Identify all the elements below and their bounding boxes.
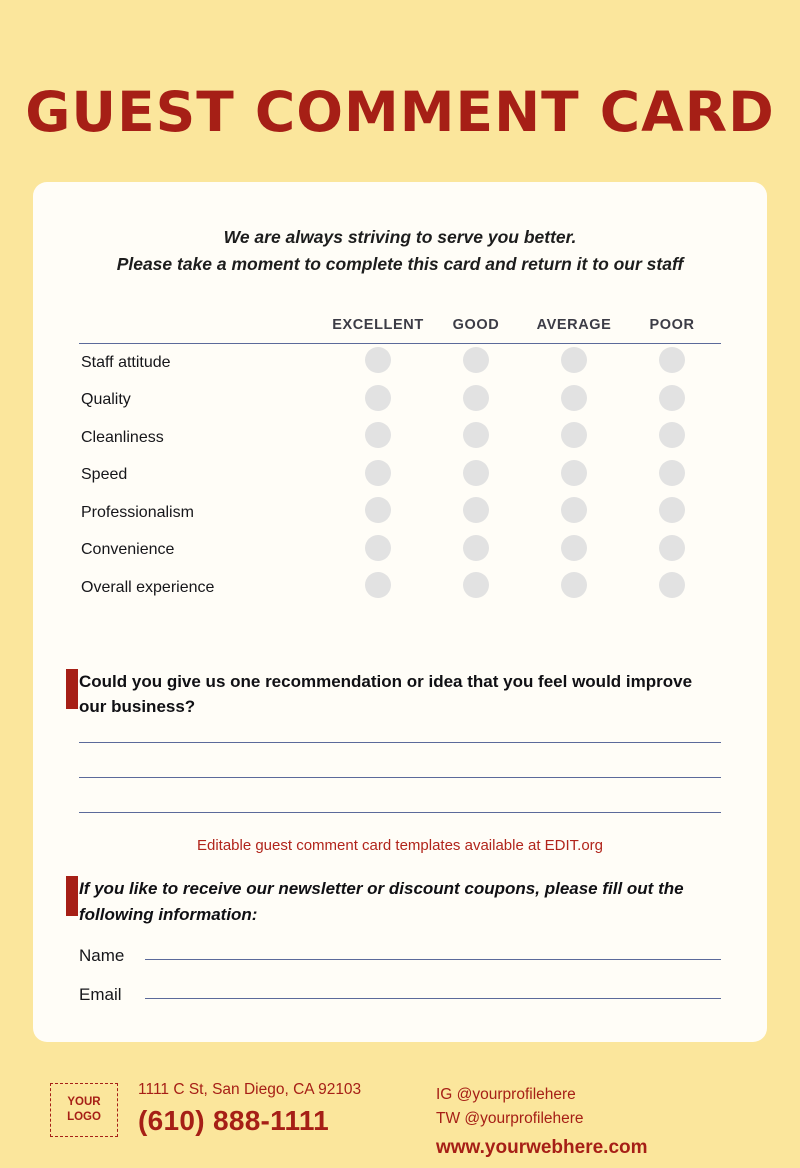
rating-cell-poor[interactable] <box>623 569 721 607</box>
footer <box>0 1049 800 1168</box>
instagram-handle: IG @yourprofilehere <box>436 1085 576 1103</box>
ratings-table <box>79 316 721 607</box>
rating-cell-average[interactable] <box>525 344 623 382</box>
radio-dot[interactable] <box>463 385 489 411</box>
logo-placeholder <box>50 1083 118 1137</box>
radio-dot[interactable] <box>561 460 587 486</box>
name-input[interactable] <box>145 959 721 960</box>
radio-dot[interactable] <box>561 347 587 373</box>
rating-cell-good[interactable] <box>427 457 525 495</box>
radio-dot[interactable] <box>659 535 685 561</box>
recommendation-question: Could you give us one recommendation or idea that you feel would improve our business? <box>79 671 693 717</box>
radio-dot[interactable] <box>463 460 489 486</box>
promo-text: Editable guest comment card templates available at EDIT.org <box>196 837 604 855</box>
radio-dot[interactable] <box>365 535 391 561</box>
table-row <box>79 457 721 495</box>
rating-cell-good[interactable] <box>427 419 525 457</box>
rating-cell-average[interactable] <box>525 457 623 495</box>
intro-text <box>79 224 721 278</box>
radio-dot[interactable] <box>365 347 391 373</box>
radio-dot[interactable] <box>463 572 489 598</box>
column-header-good: GOOD <box>427 316 525 344</box>
card-body <box>33 182 767 1042</box>
newsletter-text: If you like to receive our newsletter or discount coupons, please fill out the following information: <box>79 879 684 924</box>
rating-label: Cleanliness <box>81 428 164 446</box>
intro-line-1: We are always striving to serve you better. <box>223 226 577 247</box>
radio-dot[interactable] <box>463 535 489 561</box>
radio-dot[interactable] <box>659 422 685 448</box>
radio-dot[interactable] <box>659 497 685 523</box>
rating-cell-average[interactable] <box>525 494 623 532</box>
radio-dot[interactable] <box>365 422 391 448</box>
radio-dot[interactable] <box>659 572 685 598</box>
email-input[interactable] <box>145 998 721 999</box>
radio-dot[interactable] <box>365 460 391 486</box>
table-row <box>79 382 721 420</box>
accent-tick-icon <box>66 876 78 916</box>
rating-cell-poor[interactable] <box>623 344 721 382</box>
rating-cell-good[interactable] <box>427 494 525 532</box>
rating-label: Professionalism <box>81 503 194 521</box>
website-url[interactable]: www.yourwebhere.com <box>436 1136 648 1158</box>
rating-label: Speed <box>81 466 128 484</box>
comment-card-page <box>0 37 800 1168</box>
table-row <box>79 344 721 382</box>
rating-cell-excellent[interactable] <box>329 382 427 420</box>
name-field-row <box>79 946 721 966</box>
table-row <box>79 569 721 607</box>
column-header-excellent: EXCELLENT <box>329 316 427 344</box>
rating-cell-poor[interactable] <box>623 382 721 420</box>
logo-line-1: YOUR <box>67 1096 101 1109</box>
answer-line[interactable] <box>79 742 721 743</box>
ratings-header-row <box>79 316 721 344</box>
radio-dot[interactable] <box>365 572 391 598</box>
ratings-label-header <box>79 316 329 344</box>
table-row <box>79 419 721 457</box>
recommendation-section <box>79 669 721 814</box>
rating-cell-excellent[interactable] <box>329 494 427 532</box>
intro-line-2: Please take a moment to complete this card and return it to our staff <box>116 253 684 274</box>
radio-dot[interactable] <box>365 497 391 523</box>
page-title: GUEST COMMENT CARD <box>25 79 775 144</box>
answer-line[interactable] <box>79 777 721 778</box>
radio-dot[interactable] <box>561 422 587 448</box>
contact-block <box>138 1081 361 1137</box>
rating-cell-good[interactable] <box>427 569 525 607</box>
rating-cell-good[interactable] <box>427 532 525 570</box>
phone-number: (610) 888-1111 <box>138 1104 330 1136</box>
radio-dot[interactable] <box>561 497 587 523</box>
radio-dot[interactable] <box>365 385 391 411</box>
rating-cell-good[interactable] <box>427 382 525 420</box>
rating-cell-poor[interactable] <box>623 494 721 532</box>
twitter-handle: TW @yourprofilehere <box>436 1109 584 1127</box>
recommendation-answer-area[interactable] <box>79 742 721 814</box>
radio-dot[interactable] <box>561 385 587 411</box>
column-header-average: AVERAGE <box>525 316 623 344</box>
rating-label: Convenience <box>81 541 175 559</box>
rating-cell-excellent[interactable] <box>329 569 427 607</box>
rating-cell-excellent[interactable] <box>329 419 427 457</box>
table-row <box>79 532 721 570</box>
radio-dot[interactable] <box>561 572 587 598</box>
email-field-label: Email <box>79 985 122 1005</box>
email-field-row <box>79 985 721 1005</box>
rating-label: Quality <box>81 391 131 409</box>
radio-dot[interactable] <box>463 347 489 373</box>
logo-line-2: LOGO <box>67 1110 101 1123</box>
rating-cell-poor[interactable] <box>623 532 721 570</box>
name-field-label: Name <box>79 946 125 966</box>
radio-dot[interactable] <box>659 385 685 411</box>
rating-cell-excellent[interactable] <box>329 457 427 495</box>
rating-cell-poor[interactable] <box>623 419 721 457</box>
rating-label: Overall experience <box>81 578 215 596</box>
column-header-poor: POOR <box>623 316 721 344</box>
radio-dot[interactable] <box>463 497 489 523</box>
accent-tick-icon <box>66 669 78 709</box>
rating-cell-poor[interactable] <box>623 457 721 495</box>
radio-dot[interactable] <box>659 347 685 373</box>
radio-dot[interactable] <box>561 535 587 561</box>
answer-line[interactable] <box>79 812 721 813</box>
rating-cell-average[interactable] <box>525 419 623 457</box>
rating-label: Staff attitude <box>81 353 171 371</box>
rating-cell-average[interactable] <box>525 569 623 607</box>
radio-dot[interactable] <box>659 460 685 486</box>
address-text: 1111 C St, San Diego, CA 92103 <box>138 1080 362 1098</box>
rating-cell-good[interactable] <box>427 344 525 382</box>
rating-cell-excellent[interactable] <box>329 532 427 570</box>
table-row <box>79 494 721 532</box>
radio-dot[interactable] <box>463 422 489 448</box>
rating-cell-average[interactable] <box>525 382 623 420</box>
newsletter-section <box>79 876 721 1005</box>
social-block <box>436 1083 766 1162</box>
rating-cell-excellent[interactable] <box>329 344 427 382</box>
rating-cell-average[interactable] <box>525 532 623 570</box>
